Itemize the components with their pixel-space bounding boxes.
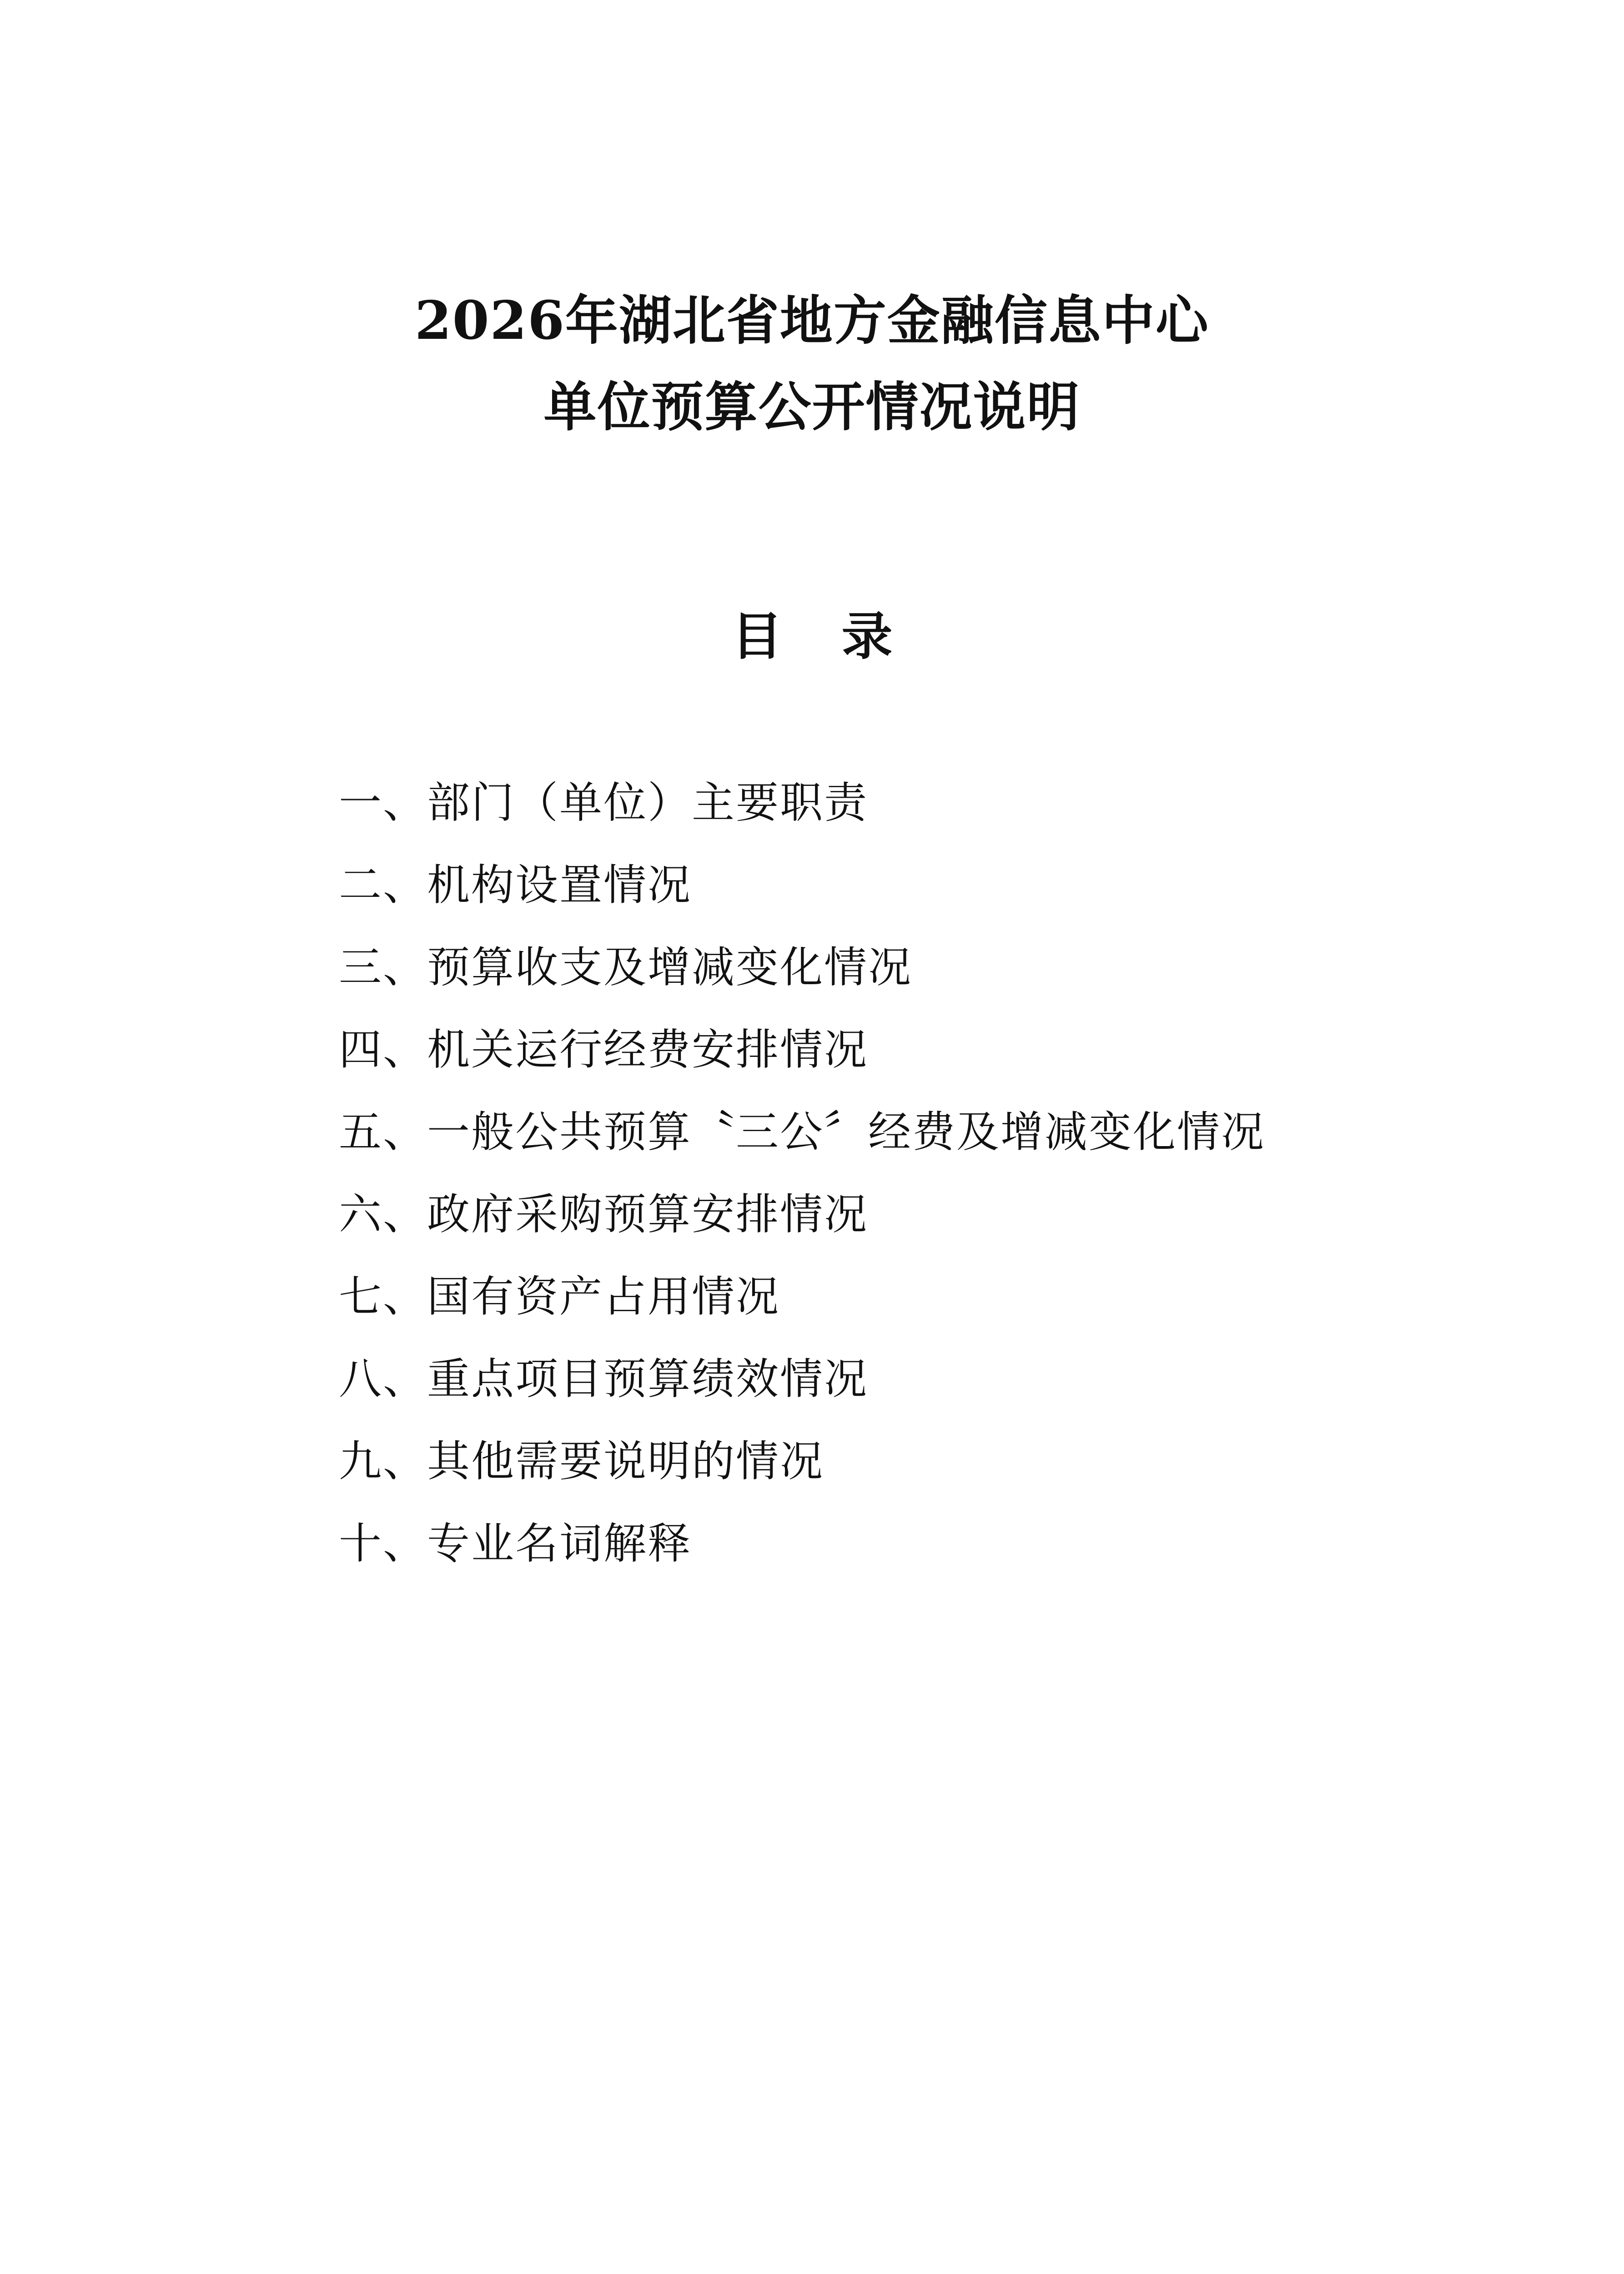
toc-item-1: 一、部门（单位）主要职责	[339, 778, 869, 828]
title-line-2: 单位预算公开情况说明	[543, 376, 1081, 438]
toc-heading: 目录	[731, 607, 952, 666]
toc-item-5: 五、一般公共预算〝三公〞经费及增减变化情况	[339, 1107, 1266, 1157]
document-title	[0, 277, 1624, 450]
table-of-contents	[339, 762, 1265, 1585]
toc-item-3: 三、预算收支及增减变化情况	[339, 943, 913, 992]
title-line-1: 2026年湖北省地方金融信息中心	[415, 290, 1209, 352]
toc-item-6: 六、政府采购预算安排情况	[339, 1190, 869, 1239]
toc-item-4: 四、机关运行经费安排情况	[339, 1025, 869, 1075]
toc-item-8: 八、重点项目预算绩效情况	[339, 1354, 869, 1404]
toc-item-2: 二、机构设置情况	[339, 860, 692, 910]
toc-item-7: 七、国有资产占用情况	[339, 1272, 780, 1322]
toc-item-9: 九、其他需要说明的情况	[339, 1437, 825, 1486]
toc-item-10: 十、专业名词解释	[339, 1519, 692, 1569]
